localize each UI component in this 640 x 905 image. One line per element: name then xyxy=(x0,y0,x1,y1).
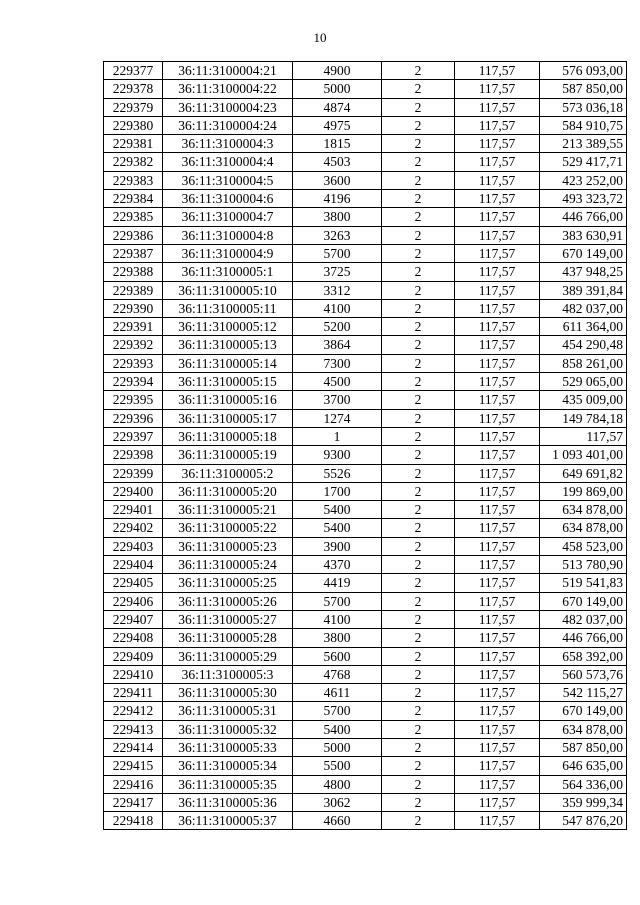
cadastral-number-cell: 36:11:3100005:25 xyxy=(163,574,293,592)
row-number-cell: 229383 xyxy=(104,171,163,189)
cadastral-number-cell: 36:11:3100005:16 xyxy=(163,391,293,409)
row-number-cell: 229392 xyxy=(104,336,163,354)
table-row xyxy=(104,574,627,592)
cadastral-number-cell: 36:11:3100004:6 xyxy=(163,190,293,208)
cadastral-number-cell: 36:11:3100005:36 xyxy=(163,793,293,811)
table-row xyxy=(104,62,627,80)
table-row xyxy=(104,318,627,336)
cadastral-value-cell: 529 417,71 xyxy=(540,153,627,171)
cadastral-number-cell: 36:11:3100005:23 xyxy=(163,537,293,555)
cadastral-value-cell: 1 093 401,00 xyxy=(540,446,627,464)
cadastral-value-cell: 482 037,00 xyxy=(540,299,627,317)
row-number-cell: 229380 xyxy=(104,116,163,134)
cadastral-number-cell: 36:11:3100005:20 xyxy=(163,482,293,500)
area-cell: 5400 xyxy=(293,501,382,519)
group-cell: 2 xyxy=(382,556,455,574)
area-cell: 4370 xyxy=(293,556,382,574)
group-cell: 2 xyxy=(382,244,455,262)
row-number-cell: 229385 xyxy=(104,208,163,226)
cadastral-value-cell: 437 948,25 xyxy=(540,263,627,281)
specific-value-cell: 117,57 xyxy=(455,464,540,482)
area-cell: 5000 xyxy=(293,80,382,98)
specific-value-cell: 117,57 xyxy=(455,574,540,592)
cadastral-value-cell: 519 541,83 xyxy=(540,574,627,592)
row-number-cell: 229379 xyxy=(104,98,163,116)
table-row xyxy=(104,208,627,226)
group-cell: 2 xyxy=(382,171,455,189)
cadastral-value-cell: 117,57 xyxy=(540,427,627,445)
row-number-cell: 229416 xyxy=(104,775,163,793)
table-row xyxy=(104,812,627,830)
table-row xyxy=(104,610,627,628)
specific-value-cell: 117,57 xyxy=(455,482,540,500)
group-cell: 2 xyxy=(382,592,455,610)
specific-value-cell: 117,57 xyxy=(455,244,540,262)
group-cell: 2 xyxy=(382,135,455,153)
area-cell: 5700 xyxy=(293,244,382,262)
row-number-cell: 229403 xyxy=(104,537,163,555)
row-number-cell: 229409 xyxy=(104,647,163,665)
cadastral-number-cell: 36:11:3100005:28 xyxy=(163,629,293,647)
table-row xyxy=(104,684,627,702)
area-cell: 4800 xyxy=(293,775,382,793)
table-row xyxy=(104,80,627,98)
cadastral-value-cell: 529 065,00 xyxy=(540,373,627,391)
row-number-cell: 229407 xyxy=(104,610,163,628)
group-cell: 2 xyxy=(382,153,455,171)
row-number-cell: 229391 xyxy=(104,318,163,336)
row-number-cell: 229411 xyxy=(104,684,163,702)
cadastral-number-cell: 36:11:3100005:18 xyxy=(163,427,293,445)
area-cell: 1815 xyxy=(293,135,382,153)
row-number-cell: 229389 xyxy=(104,281,163,299)
row-number-cell: 229386 xyxy=(104,226,163,244)
table-row xyxy=(104,116,627,134)
cadastral-number-cell: 36:11:3100005:21 xyxy=(163,501,293,519)
specific-value-cell: 117,57 xyxy=(455,318,540,336)
cadastral-number-cell: 36:11:3100005:1 xyxy=(163,263,293,281)
area-cell: 4768 xyxy=(293,665,382,683)
table-row xyxy=(104,482,627,500)
area-cell: 9300 xyxy=(293,446,382,464)
cadastral-number-cell: 36:11:3100005:19 xyxy=(163,446,293,464)
cadastral-number-cell: 36:11:3100005:12 xyxy=(163,318,293,336)
table-row xyxy=(104,793,627,811)
row-number-cell: 229378 xyxy=(104,80,163,98)
group-cell: 2 xyxy=(382,501,455,519)
cadastral-value-cell: 199 869,00 xyxy=(540,482,627,500)
group-cell: 2 xyxy=(382,80,455,98)
specific-value-cell: 117,57 xyxy=(455,446,540,464)
area-cell: 3800 xyxy=(293,629,382,647)
group-cell: 2 xyxy=(382,409,455,427)
group-cell: 2 xyxy=(382,665,455,683)
area-cell: 1700 xyxy=(293,482,382,500)
cadastral-value-table xyxy=(103,61,627,830)
cadastral-value-cell: 560 573,76 xyxy=(540,665,627,683)
cadastral-value-cell: 634 878,00 xyxy=(540,519,627,537)
table-row xyxy=(104,629,627,647)
specific-value-cell: 117,57 xyxy=(455,702,540,720)
specific-value-cell: 117,57 xyxy=(455,116,540,134)
specific-value-cell: 117,57 xyxy=(455,190,540,208)
specific-value-cell: 117,57 xyxy=(455,501,540,519)
table-row xyxy=(104,665,627,683)
cadastral-number-cell: 36:11:3100004:21 xyxy=(163,62,293,80)
area-cell: 4611 xyxy=(293,684,382,702)
area-cell: 1 xyxy=(293,427,382,445)
group-cell: 2 xyxy=(382,98,455,116)
table-row xyxy=(104,190,627,208)
group-cell: 2 xyxy=(382,647,455,665)
row-number-cell: 229396 xyxy=(104,409,163,427)
cadastral-value-cell: 564 336,00 xyxy=(540,775,627,793)
group-cell: 2 xyxy=(382,208,455,226)
specific-value-cell: 117,57 xyxy=(455,684,540,702)
area-cell: 3312 xyxy=(293,281,382,299)
cadastral-value-cell: 458 523,00 xyxy=(540,537,627,555)
cadastral-value-cell: 383 630,91 xyxy=(540,226,627,244)
cadastral-value-cell: 513 780,90 xyxy=(540,556,627,574)
row-number-cell: 229398 xyxy=(104,446,163,464)
specific-value-cell: 117,57 xyxy=(455,757,540,775)
cadastral-number-cell: 36:11:3100005:27 xyxy=(163,610,293,628)
row-number-cell: 229405 xyxy=(104,574,163,592)
row-number-cell: 229408 xyxy=(104,629,163,647)
cadastral-value-cell: 389 391,84 xyxy=(540,281,627,299)
specific-value-cell: 117,57 xyxy=(455,665,540,683)
area-cell: 5600 xyxy=(293,647,382,665)
table-row xyxy=(104,775,627,793)
specific-value-cell: 117,57 xyxy=(455,98,540,116)
group-cell: 2 xyxy=(382,574,455,592)
area-cell: 4975 xyxy=(293,116,382,134)
cadastral-number-cell: 36:11:3100005:3 xyxy=(163,665,293,683)
specific-value-cell: 117,57 xyxy=(455,647,540,665)
row-number-cell: 229402 xyxy=(104,519,163,537)
cadastral-value-cell: 213 389,55 xyxy=(540,135,627,153)
specific-value-cell: 117,57 xyxy=(455,336,540,354)
row-number-cell: 229404 xyxy=(104,556,163,574)
group-cell: 2 xyxy=(382,757,455,775)
cadastral-number-cell: 36:11:3100004:8 xyxy=(163,226,293,244)
area-cell: 4100 xyxy=(293,299,382,317)
specific-value-cell: 117,57 xyxy=(455,354,540,372)
area-cell: 5400 xyxy=(293,720,382,738)
table-row xyxy=(104,409,627,427)
cadastral-value-cell: 482 037,00 xyxy=(540,610,627,628)
table-row xyxy=(104,537,627,555)
cadastral-number-cell: 36:11:3100004:5 xyxy=(163,171,293,189)
group-cell: 2 xyxy=(382,263,455,281)
row-number-cell: 229410 xyxy=(104,665,163,683)
cadastral-number-cell: 36:11:3100004:9 xyxy=(163,244,293,262)
table-row xyxy=(104,263,627,281)
row-number-cell: 229382 xyxy=(104,153,163,171)
area-cell: 5700 xyxy=(293,702,382,720)
area-cell: 4660 xyxy=(293,812,382,830)
row-number-cell: 229388 xyxy=(104,263,163,281)
cadastral-number-cell: 36:11:3100005:11 xyxy=(163,299,293,317)
specific-value-cell: 117,57 xyxy=(455,208,540,226)
row-number-cell: 229414 xyxy=(104,738,163,756)
cadastral-value-cell: 573 036,18 xyxy=(540,98,627,116)
area-cell: 3725 xyxy=(293,263,382,281)
row-number-cell: 229390 xyxy=(104,299,163,317)
area-cell: 4500 xyxy=(293,373,382,391)
table-row xyxy=(104,171,627,189)
row-number-cell: 229395 xyxy=(104,391,163,409)
specific-value-cell: 117,57 xyxy=(455,226,540,244)
cadastral-value-cell: 493 323,72 xyxy=(540,190,627,208)
table-row xyxy=(104,354,627,372)
cadastral-value-cell: 587 850,00 xyxy=(540,80,627,98)
group-cell: 2 xyxy=(382,812,455,830)
table-row xyxy=(104,556,627,574)
group-cell: 2 xyxy=(382,62,455,80)
group-cell: 2 xyxy=(382,519,455,537)
table-row xyxy=(104,738,627,756)
specific-value-cell: 117,57 xyxy=(455,556,540,574)
group-cell: 2 xyxy=(382,190,455,208)
specific-value-cell: 117,57 xyxy=(455,373,540,391)
table-row xyxy=(104,336,627,354)
area-cell: 4100 xyxy=(293,610,382,628)
group-cell: 2 xyxy=(382,373,455,391)
specific-value-cell: 117,57 xyxy=(455,427,540,445)
area-cell: 5400 xyxy=(293,519,382,537)
row-number-cell: 229400 xyxy=(104,482,163,500)
specific-value-cell: 117,57 xyxy=(455,775,540,793)
group-cell: 2 xyxy=(382,684,455,702)
group-cell: 2 xyxy=(382,281,455,299)
cadastral-value-cell: 149 784,18 xyxy=(540,409,627,427)
area-cell: 4196 xyxy=(293,190,382,208)
specific-value-cell: 117,57 xyxy=(455,135,540,153)
cadastral-number-cell: 36:11:3100005:24 xyxy=(163,556,293,574)
cadastral-value-cell: 454 290,48 xyxy=(540,336,627,354)
specific-value-cell: 117,57 xyxy=(455,80,540,98)
table-row xyxy=(104,647,627,665)
area-cell: 1274 xyxy=(293,409,382,427)
cadastral-value-cell: 658 392,00 xyxy=(540,647,627,665)
specific-value-cell: 117,57 xyxy=(455,519,540,537)
area-cell: 3263 xyxy=(293,226,382,244)
row-number-cell: 229401 xyxy=(104,501,163,519)
area-cell: 3062 xyxy=(293,793,382,811)
cadastral-value-cell: 446 766,00 xyxy=(540,208,627,226)
table-row xyxy=(104,281,627,299)
specific-value-cell: 117,57 xyxy=(455,409,540,427)
cadastral-number-cell: 36:11:3100004:23 xyxy=(163,98,293,116)
row-number-cell: 229377 xyxy=(104,62,163,80)
specific-value-cell: 117,57 xyxy=(455,537,540,555)
group-cell: 2 xyxy=(382,464,455,482)
cadastral-value-cell: 435 009,00 xyxy=(540,391,627,409)
cadastral-number-cell: 36:11:3100004:24 xyxy=(163,116,293,134)
cadastral-number-cell: 36:11:3100005:32 xyxy=(163,720,293,738)
row-number-cell: 229418 xyxy=(104,812,163,830)
specific-value-cell: 117,57 xyxy=(455,263,540,281)
group-cell: 2 xyxy=(382,702,455,720)
specific-value-cell: 117,57 xyxy=(455,391,540,409)
group-cell: 2 xyxy=(382,446,455,464)
cadastral-number-cell: 36:11:3100005:2 xyxy=(163,464,293,482)
cadastral-value-cell: 423 252,00 xyxy=(540,171,627,189)
cadastral-number-cell: 36:11:3100004:3 xyxy=(163,135,293,153)
group-cell: 2 xyxy=(382,116,455,134)
cadastral-value-cell: 646 635,00 xyxy=(540,757,627,775)
cadastral-number-cell: 36:11:3100005:10 xyxy=(163,281,293,299)
cadastral-value-cell: 611 364,00 xyxy=(540,318,627,336)
cadastral-number-cell: 36:11:3100004:22 xyxy=(163,80,293,98)
specific-value-cell: 117,57 xyxy=(455,629,540,647)
cadastral-number-cell: 36:11:3100005:17 xyxy=(163,409,293,427)
table-row xyxy=(104,226,627,244)
area-cell: 3864 xyxy=(293,336,382,354)
table-row xyxy=(104,720,627,738)
row-number-cell: 229413 xyxy=(104,720,163,738)
cadastral-number-cell: 36:11:3100005:31 xyxy=(163,702,293,720)
group-cell: 2 xyxy=(382,427,455,445)
row-number-cell: 229394 xyxy=(104,373,163,391)
row-number-cell: 229417 xyxy=(104,793,163,811)
specific-value-cell: 117,57 xyxy=(455,793,540,811)
cadastral-value-cell: 542 115,27 xyxy=(540,684,627,702)
table-row xyxy=(104,391,627,409)
group-cell: 2 xyxy=(382,720,455,738)
table-row xyxy=(104,519,627,537)
cadastral-value-cell: 634 878,00 xyxy=(540,720,627,738)
area-cell: 5500 xyxy=(293,757,382,775)
cadastral-number-cell: 36:11:3100005:22 xyxy=(163,519,293,537)
specific-value-cell: 117,57 xyxy=(455,281,540,299)
table-row xyxy=(104,244,627,262)
cadastral-value-cell: 858 261,00 xyxy=(540,354,627,372)
area-cell: 3700 xyxy=(293,391,382,409)
cadastral-number-cell: 36:11:3100005:15 xyxy=(163,373,293,391)
area-cell: 5000 xyxy=(293,738,382,756)
area-cell: 4419 xyxy=(293,574,382,592)
group-cell: 2 xyxy=(382,537,455,555)
table-row xyxy=(104,501,627,519)
table-row xyxy=(104,373,627,391)
area-cell: 7300 xyxy=(293,354,382,372)
row-number-cell: 229387 xyxy=(104,244,163,262)
specific-value-cell: 117,57 xyxy=(455,610,540,628)
row-number-cell: 229397 xyxy=(104,427,163,445)
cadastral-value-cell: 670 149,00 xyxy=(540,702,627,720)
table-row xyxy=(104,427,627,445)
group-cell: 2 xyxy=(382,775,455,793)
table-row xyxy=(104,757,627,775)
cadastral-value-cell: 446 766,00 xyxy=(540,629,627,647)
cadastral-number-cell: 36:11:3100005:13 xyxy=(163,336,293,354)
row-number-cell: 229415 xyxy=(104,757,163,775)
cadastral-value-cell: 670 149,00 xyxy=(540,592,627,610)
cadastral-value-cell: 587 850,00 xyxy=(540,738,627,756)
table-row xyxy=(104,592,627,610)
cadastral-value-cell: 547 876,20 xyxy=(540,812,627,830)
table-row xyxy=(104,98,627,116)
cadastral-number-cell: 36:11:3100005:14 xyxy=(163,354,293,372)
specific-value-cell: 117,57 xyxy=(455,153,540,171)
group-cell: 2 xyxy=(382,336,455,354)
area-cell: 4900 xyxy=(293,62,382,80)
specific-value-cell: 117,57 xyxy=(455,720,540,738)
group-cell: 2 xyxy=(382,482,455,500)
cadastral-value-cell: 584 910,75 xyxy=(540,116,627,134)
table-row xyxy=(104,299,627,317)
group-cell: 2 xyxy=(382,610,455,628)
group-cell: 2 xyxy=(382,738,455,756)
table-row xyxy=(104,446,627,464)
table-row xyxy=(104,135,627,153)
group-cell: 2 xyxy=(382,318,455,336)
cadastral-value-cell: 634 878,00 xyxy=(540,501,627,519)
specific-value-cell: 117,57 xyxy=(455,738,540,756)
area-cell: 3900 xyxy=(293,537,382,555)
group-cell: 2 xyxy=(382,793,455,811)
cadastral-value-cell: 576 093,00 xyxy=(540,62,627,80)
row-number-cell: 229393 xyxy=(104,354,163,372)
cadastral-number-cell: 36:11:3100004:4 xyxy=(163,153,293,171)
specific-value-cell: 117,57 xyxy=(455,171,540,189)
cadastral-number-cell: 36:11:3100005:29 xyxy=(163,647,293,665)
row-number-cell: 229381 xyxy=(104,135,163,153)
table-body xyxy=(104,62,627,830)
group-cell: 2 xyxy=(382,354,455,372)
row-number-cell: 229406 xyxy=(104,592,163,610)
group-cell: 2 xyxy=(382,299,455,317)
page-number: 10 xyxy=(313,30,327,45)
area-cell: 5526 xyxy=(293,464,382,482)
group-cell: 2 xyxy=(382,629,455,647)
cadastral-number-cell: 36:11:3100005:26 xyxy=(163,592,293,610)
area-cell: 4503 xyxy=(293,153,382,171)
row-number-cell: 229412 xyxy=(104,702,163,720)
row-number-cell: 229384 xyxy=(104,190,163,208)
group-cell: 2 xyxy=(382,391,455,409)
area-cell: 5200 xyxy=(293,318,382,336)
cadastral-number-cell: 36:11:3100004:7 xyxy=(163,208,293,226)
specific-value-cell: 117,57 xyxy=(455,592,540,610)
table-row xyxy=(104,464,627,482)
cadastral-number-cell: 36:11:3100005:34 xyxy=(163,757,293,775)
cadastral-number-cell: 36:11:3100005:35 xyxy=(163,775,293,793)
cadastral-number-cell: 36:11:3100005:37 xyxy=(163,812,293,830)
cadastral-value-cell: 359 999,34 xyxy=(540,793,627,811)
specific-value-cell: 117,57 xyxy=(455,812,540,830)
specific-value-cell: 117,57 xyxy=(455,62,540,80)
cadastral-number-cell: 36:11:3100005:30 xyxy=(163,684,293,702)
table-row xyxy=(104,702,627,720)
table-row xyxy=(104,153,627,171)
cadastral-value-cell: 670 149,00 xyxy=(540,244,627,262)
specific-value-cell: 117,57 xyxy=(455,299,540,317)
area-cell: 3600 xyxy=(293,171,382,189)
row-number-cell: 229399 xyxy=(104,464,163,482)
area-cell: 3800 xyxy=(293,208,382,226)
area-cell: 5700 xyxy=(293,592,382,610)
cadastral-number-cell: 36:11:3100005:33 xyxy=(163,738,293,756)
cadastral-value-cell: 649 691,82 xyxy=(540,464,627,482)
area-cell: 4874 xyxy=(293,98,382,116)
group-cell: 2 xyxy=(382,226,455,244)
